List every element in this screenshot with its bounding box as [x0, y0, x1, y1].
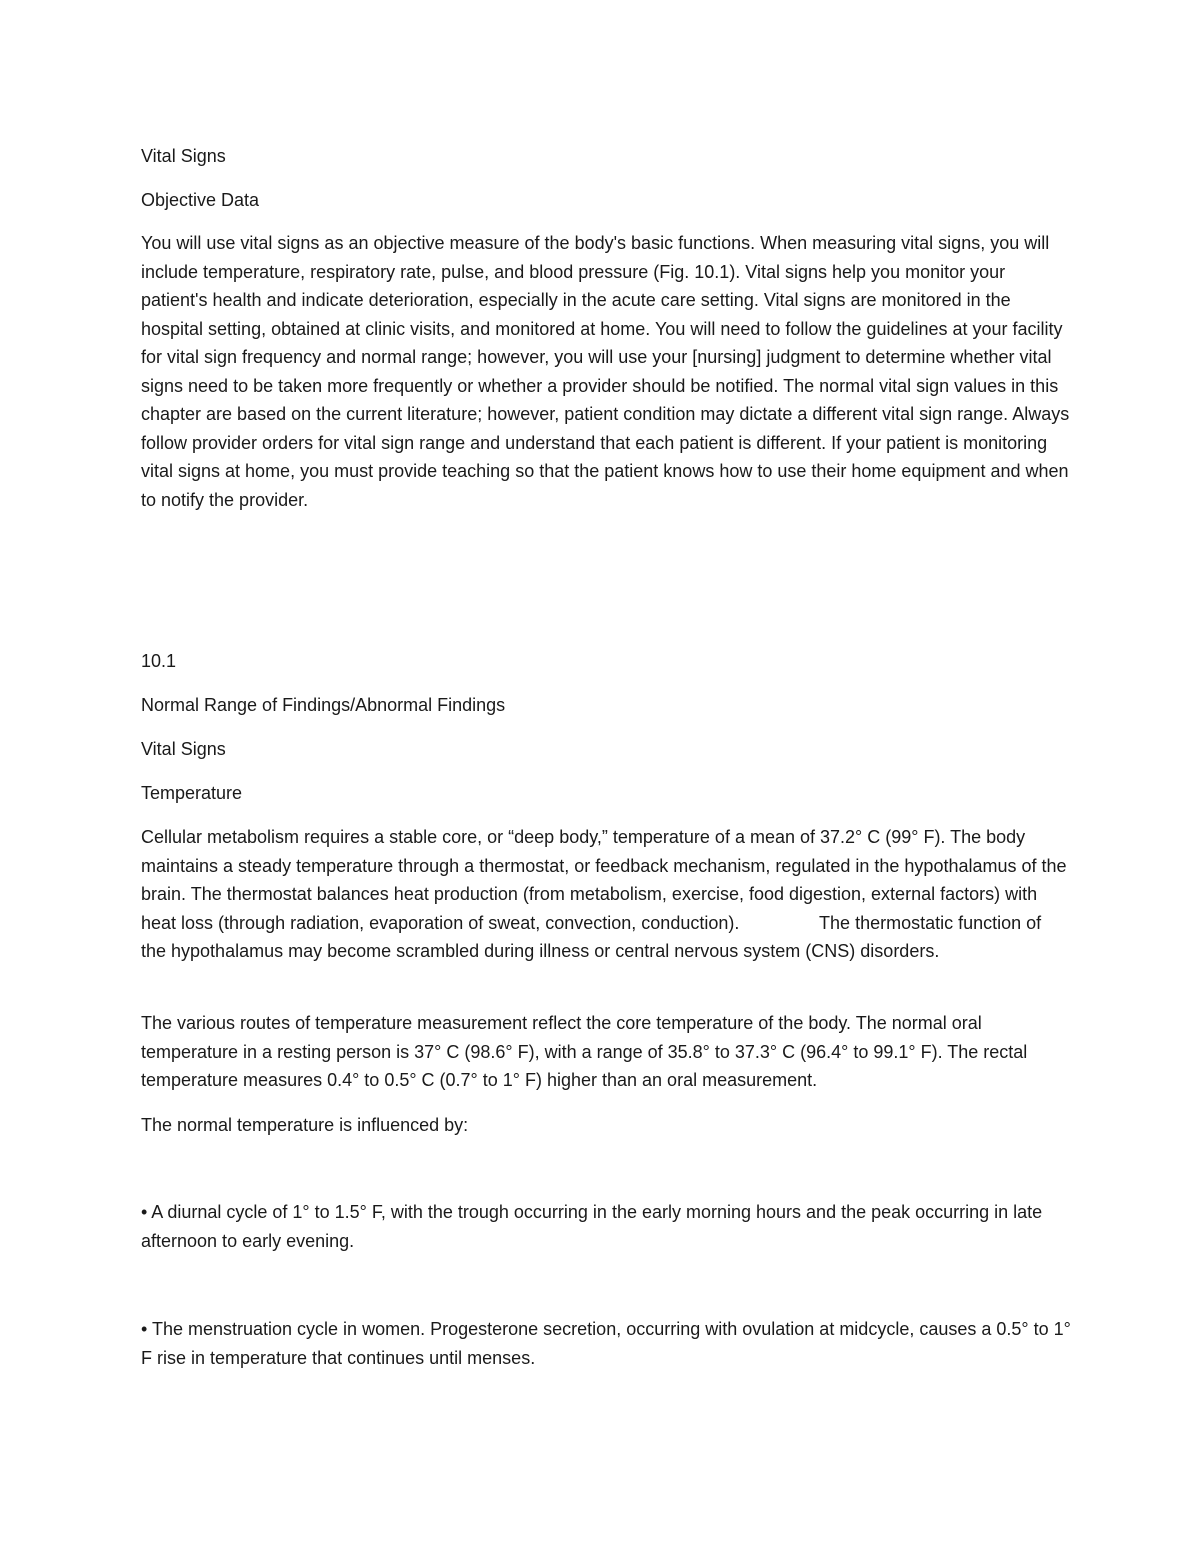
document-subheading: Objective Data [141, 190, 260, 210]
list-item: • The menstruation cycle in women. Progesterone secretion, occurring with ovulation at midcycle, causes a 0.5° to 1° F rise in temperature that continues until menses. [141, 1319, 1071, 1368]
intro-paragraph: You will use vital signs as an objective measure of the body's basic functions. When measuring vital signs, you will include temperature, respiratory rate, pulse, and blood pressure (Fig. 10.1). Vital signs help you monitor your patient's health and indicate deterioration, especially in the acute care setting. Vital signs are monitored in the hospital setting, obtained at clinic visits, and monitored at home. You will need to follow the guidelines at your facility for vital sign frequency and normal range; however, you will use your [nursing] judgment to determine whether vital signs need to be taken more frequently or whether a provider should be notified. The normal vital sign values in this chapter are based on the current literature; however, patient condition may dictate a different vital sign range. Always follow provider orders for vital sign range and understand that each patient is different. If your patient is monitoring vital signs at home, you must provide teaching so that the patient knows how to use their home equipment and when to notify the provider. [141, 233, 1070, 510]
temperature-paragraph-2: The various routes of temperature measurement reflect the core temperature of the body. The normal oral temperature in a resting person is 37° C (98.6° F), with a range of 35.8° to 37.3° C (96.4° to 99.1° F). The rectal temperature measures 0.4° to 0.5° C (0.7° to 1° F) higher than an oral measurement. [141, 1013, 1028, 1090]
figure-number: 10.1 [141, 651, 177, 671]
list-item: • A diurnal cycle of 1° to 1.5° F, with the trough occurring in the early morning hours and the peak occurring in late afternoon to early evening. [141, 1202, 1043, 1251]
temperature-paragraph-1: Cellular metabolism requires a stable core, or “deep body,” temperature of a mean of 37.2° C (99° F). The body maintains a steady temperature through a thermostat, or feedback mechanism, regulated in the hypothalamus of the brain. The thermostat balances heat production (from metabolism, exercise, food digestion, external factors) with heat loss (through radiation, evaporation of sweat, convection, conduction). The thermostatic function of the hypothalamus may become scrambled during illness or central nervous system (CNS) disorders. [141, 827, 1072, 961]
section-subtitle: Vital Signs [141, 739, 226, 759]
topic-heading: Temperature [141, 783, 243, 803]
document-heading: Vital Signs [141, 146, 226, 166]
influences-intro: The normal temperature is influenced by: [141, 1115, 469, 1135]
section-title: Normal Range of Findings/Abnormal Findings [141, 695, 506, 715]
